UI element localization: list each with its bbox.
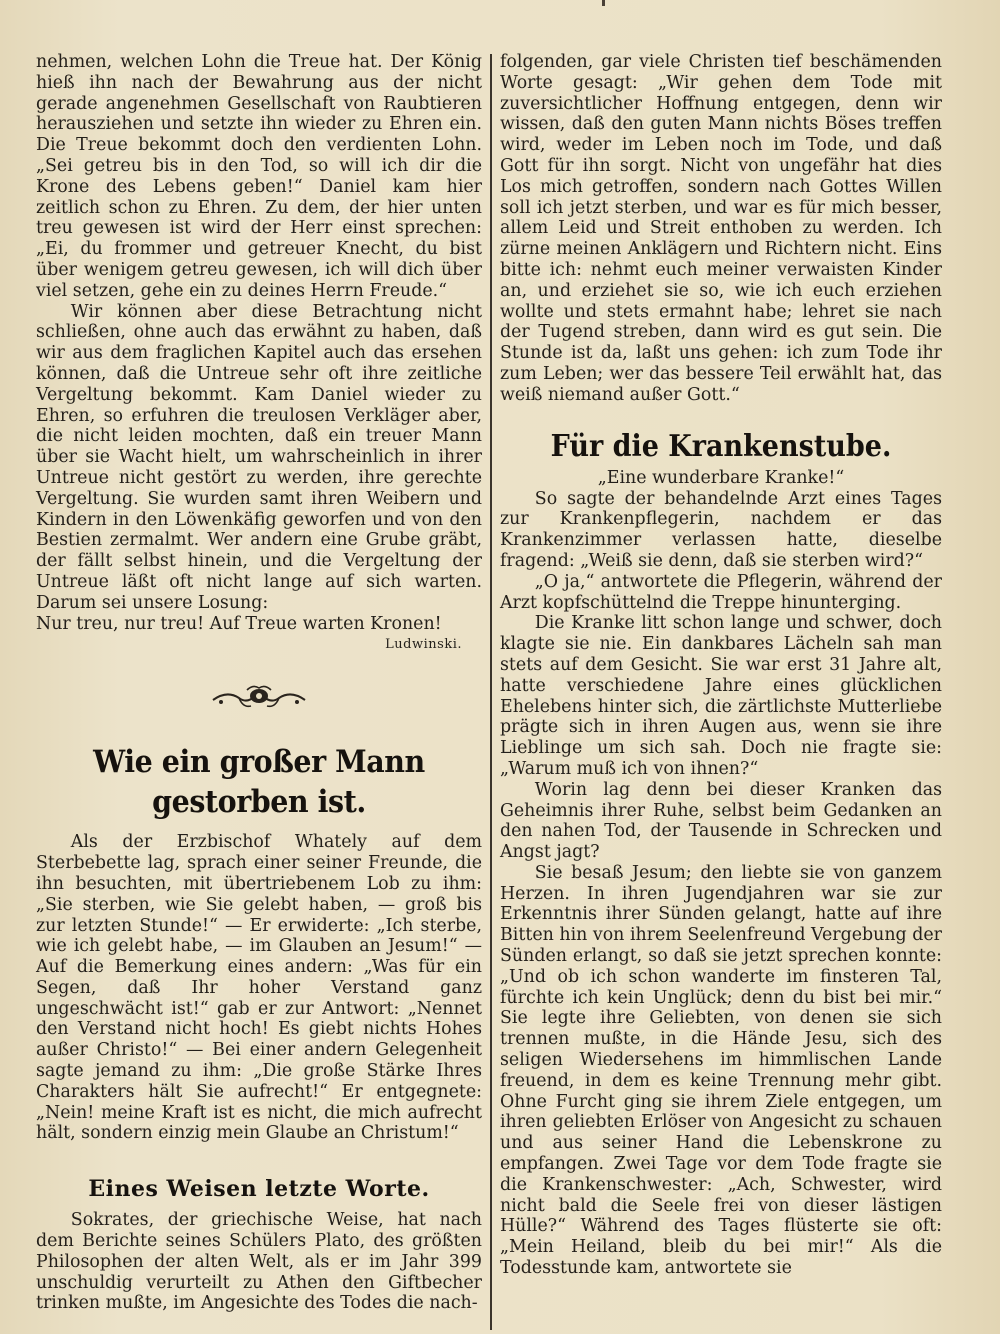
author-signature: Ludwinski.: [385, 637, 462, 653]
heading-wise-last-words: Eines Weisen letzte Worte.: [88, 1176, 430, 1203]
heading-great-man: Wie ein großer Mann gestorben ist.: [93, 744, 425, 821]
right-paragraph-5: Worin lag denn bei dieser Kranken das Geheimnis ihrer Ruhe, selbst beim Gedanken an den nahen Tod, der Tausende in Schrecken und Angst jagt?: [500, 779, 942, 863]
right-paragraph-1: folgenden, gar viele Christen tief beschämenden Worte gesagt: „Wir gehen dem Tode mit zuversichtlicher Hoffnung entgegen, denn wir wissen, daß den guten Mann nichts Böses treffen wird, weder im Leben noch im Tode, und daß Gott für ihn sorgt. Nicht von ungefähr hat dies Los mich getroffen, sondern nach Gottes Willen soll ich jetzt sterben, und war es für mich besser, allem Leid und Streit enthoben zu werden. Ich zürne meinen Anklägern und Richtern nicht. Eins bitte ich: nehmt euch meiner verwaisten Kinder an, und erziehet sie so, wie ich euch erziehen wollte und stets ermahnt habe; lehret sie nach der Tugend streben, dann wird es gut sein. Die Stunde ist da, laßt uns gehen: ich zum Tode ihr zum Leben; wer das bessere Teil erwählt hat, das weiß niemand außer Gott.“: [500, 52, 942, 405]
left-paragraph-1: nehmen, welchen Lohn die Treue hat. Der König hieß ihn nach der Bewahrung aus der nicht gerade angenehmen Gesellschaft von Raubtieren herausziehen und setzte ihn wieder zu Ehren ein. Die Treue bekommt doch den verdienten Lohn. „Sei getreu bis in den Tod, so will ich dir die Krone des Lebens geben!“ Daniel kam hier zeitlich schon zu Ehren. Zu dem, der hier unten treu gewesen ist wird der Herr einst sprechen: „Ei, du frommer und getreuer Knecht, du bist über wenigem getreu gewesen, ich will dich über viel setzen, gehe ein zu deines Herrn Freude.“: [36, 52, 482, 301]
left-paragraph-2: Wir können aber diese Betrachtung nicht schließen, ohne auch das erwähnt zu haben, daß wir aus dem fraglichen Kapitel auch das ersehen können, daß die Untreue sehr oft ihre zeitliche Vergeltung bekommt. Kam Daniel wieder zu Ehren, so erfuhren die treulosen Verkläger aber, die nicht leiden mochten, daß ein treuer Mann über sie Wacht hielt, um wahrscheinlich in ihrer Untreue nicht gestört zu werden, ihre gerechte Vergeltung. Sie wurden samt ihren Weibern und Kindern in den Löwenkäfig geworfen und von den Bestien zermalmt. Wer andern eine Grube gräbt, der fällt selbst hinein, und die Vergeltung der Untreue läßt oft nicht lange auf sich warten. Darum sei unsere Losung:: [36, 301, 482, 613]
column-divider: [490, 54, 492, 1330]
ornament-icon: [209, 680, 309, 714]
ornament-divider: [36, 680, 482, 714]
right-paragraph-4: Die Kranke litt schon lange und schwer, doch klagte sie nie. Ein dankbares Lächeln sah man stets auf dem Gesicht. Sie war erst 31 Jahre alt, hatte verschiedene Jahre eines glücklichen Ehelebens hinter sich, die zärtlichste Mutterliebe prägte sich in ihren Augen aus, wenn sie ihre Lieblinge um sich sah. Doch nie fragte sie: „Warum muß ich von ihnen?“: [500, 613, 942, 779]
left-column: [36, 52, 482, 1314]
right-paragraph-6: Sie besaß Jesum; den liebte sie von ganzem Herzen. In ihren Jugendjahren war sie zur Erkenntnis ihrer Sünden gelangt, hatte auf ihre Bitten hin von ihrem Seelenfreund Vergebung der Sünden erlangt, so daß sie jetzt sprechen konnte: „Und ob ich schon wanderte im finsteren Tal, fürchte ich kein Unglück; denn du bist bei mir.“ Sie legte ihre Geliebten, von denen sie sich trennen mußte, in die Hände Jesu, sich des seligen Wiedersehens im himmlischen Lande freuend, in dem es keine Trennung mehr gibt. Ohne Furcht ging sie ihrem Ziele entgegen, um ihren geliebten Erlöser von Angesicht zu schauen und aus seiner Hand die Lebenskrone zu empfangen. Zwei Tage vor dem Tode fragte sie die Krankenschwester: „Ach, Schwester, wird nicht bald die Seele frei von dieser lästigen Hülle?“ Während des Tages flüsterte sie oft: „Mein Heiland, bleib du bei mir!“ Als die Todesstunde kam, antwortete sie: [500, 862, 942, 1279]
section-subtitle: „Eine wunderbare Kranke!“: [597, 467, 845, 488]
print-mark: [602, 0, 605, 6]
right-paragraph-3: „O ja,“ antwortete die Pflegerin, während der Arzt kopfschüttelnd die Treppe hinunterging.: [500, 571, 942, 613]
right-paragraph-2: So sagte der behandelnde Arzt eines Tages zur Krankenpflegerin, nachdem er das Krankenzimmer verlassen hatte, dieselbe fragend: „Weiß sie denn, daß sie sterben wird?“: [500, 488, 942, 571]
right-column: [500, 52, 942, 1314]
heading-sickroom: Für die Krankenstube.: [550, 428, 892, 464]
left-paragraph-whately: Als der Erzbischof Whately auf dem Sterbebette lag, sprach einer seiner Freunde, die ihn besuchten, mit übertriebenem Lob zu ihm: „Sie sterben, wie Sie gelebt haben, — groß bis zur letzten Stunde!“ — Er erwiderte: „Ich sterbe, wie ich gelebt habe, — im Glauben an Jesum!“ — Auf die Bemerkung eines andern: „Was für ein Segen, daß Ihr hoher Verstand ganz ungeschwächt ist!“ gab er zur Antwort: „Nennet den Verstand nicht hoch! Es giebt nichts Hohes außer Christo!“ — Bei einer andern Gelegenheit sagte jemand zu ihm: „Die große Stärke Ihres Charakters hält Sie aufrecht!“ Er entgegnete: „Nein! meine Kraft ist es nicht, die mich aufrecht hält, sondern einzig mein Glaube an Christum!“: [36, 832, 482, 1144]
left-paragraph-socrates: Sokrates, der griechische Weise, hat nach dem Berichte seines Schülers Plato, des größten Philosophen der alten Welt, als er im Jahr 399 unschuldig verurteilt zu Athen den Giftbecher trinken mußte, im Angesichte des Todes die nach-: [36, 1210, 482, 1314]
motto-line: Nur treu, nur treu! Auf Treue warten Kronen!: [36, 613, 442, 634]
